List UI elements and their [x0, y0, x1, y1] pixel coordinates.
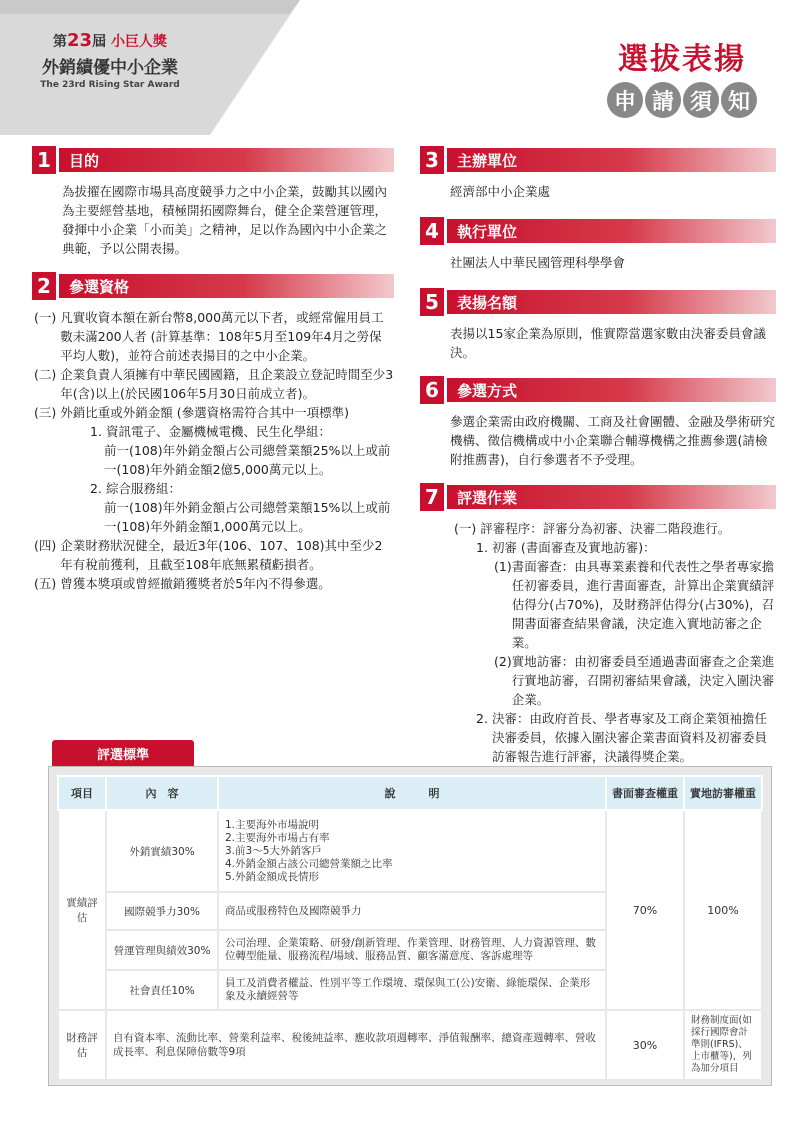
list-text: 曾獲本獎項或曾經撤銷獲獎者於5年內不得參選。: [60, 576, 331, 591]
list-text: 綜合服務組：: [105, 481, 181, 496]
section-method: [420, 376, 776, 469]
content-cell: 營運管理與績效30%: [106, 930, 218, 970]
section-title: 目的: [59, 148, 394, 172]
section-body: 社團法人中華民國管理科學學會: [450, 255, 626, 270]
content-cell: 國際競爭力30%: [106, 892, 218, 930]
section-organizer: [420, 146, 776, 201]
left-column: [32, 146, 394, 605]
list-marker: (五): [34, 576, 57, 591]
title-char: 須: [683, 82, 719, 118]
column-header: 項目: [58, 776, 106, 810]
list-item: [32, 403, 394, 422]
description-line: 3.前3～5大外銷客戶: [225, 844, 322, 857]
list-marker: 1.: [90, 424, 102, 439]
list-marker: 2.: [90, 481, 102, 496]
award-en-title: The 23rd Rising Star Award: [40, 80, 180, 90]
paper-weight-cell: 70%: [606, 810, 684, 1010]
content-cell: 社會責任10%: [106, 970, 218, 1010]
description-cell: 自有資本率、流動比率、營業利益率、稅後純益率、應收款項週轉率、淨值報酬率、總資產週轉率、營收成長率、利息保障倍數等9項: [106, 1010, 606, 1080]
table-row: [58, 1010, 762, 1080]
list-text: 前一(108)年外銷金額占公司總營業額25%以上或前一(108)年外銷金額2億5,000萬元以上。: [104, 443, 391, 477]
list-item: [32, 574, 394, 593]
table-header-row: [58, 776, 762, 810]
list-marker: (一): [454, 521, 477, 536]
award-edition: 第23屆 小巨人獎: [53, 30, 167, 51]
list-text: 凡實收資本額在新台幣8,000萬元以下者，或經常僱用員工數未滿200人者 (計算基準：108年5月至109年4月之勞保平均人數)，並符合前述表揚目的之中小企業。: [60, 310, 384, 363]
title-char: 申: [607, 82, 643, 118]
page-title-line1: 選拔表揚: [618, 42, 746, 77]
section-purpose: [32, 146, 394, 258]
section-title: 表揚名額: [447, 290, 776, 314]
section-number: 1: [32, 146, 56, 174]
description-cell: [218, 970, 606, 1010]
column-header: 說 明: [218, 776, 606, 810]
site-weight-cell: 財務制度面(如採行國際會計準則(IFRS)、上市櫃等)，列為加分項目: [684, 1010, 762, 1080]
section-eligibility: [32, 272, 394, 593]
site-weight-cell: 100%: [684, 810, 762, 1010]
list-text: 評審程序：評審分為初審、決審二階段進行。: [480, 521, 731, 536]
list-marker: (四): [34, 538, 57, 553]
list-marker: 2.: [476, 711, 488, 726]
award-name: 小巨人獎: [110, 34, 167, 50]
list-item: [32, 365, 394, 403]
description-line: 公司治理、企業策略、研發/創新管理、作業管理、財務管理、人力資源管理、數位轉型能量、服務流程/場域、服務品質、顧客滿意度、客訴處理等: [225, 937, 597, 962]
list-text: 企業負責人須擁有中華民國國籍，且企業設立登記時間至少3年(含)以上(於民國106年5月30日前成立者)。: [60, 367, 394, 401]
content-cell: 外銷實績30%: [106, 810, 218, 892]
list-marker: (二): [34, 367, 57, 382]
list-text: 書面審查：由具專業素養和代表性之學者專家擔任初審委員，進行書面審查，計算出企業實績評估得分(占70%)，及財務評估得分(占30%)，召開書面審查結果會議，決定進入實地訪審之企業。: [511, 559, 775, 650]
list-marker: (一): [34, 310, 57, 325]
section-quota: [420, 288, 776, 362]
description-cell: [218, 810, 606, 892]
sub-sub-item: [420, 557, 776, 652]
column-header: 內 容: [106, 776, 218, 810]
list-item: [32, 308, 394, 365]
section-title: 執行單位: [447, 219, 776, 243]
section-title: 主辦單位: [447, 148, 776, 172]
right-column: [420, 146, 776, 797]
description-line: 1.主要海外市場說明: [225, 818, 320, 831]
sub-item: [32, 422, 394, 441]
section-number: 3: [420, 146, 444, 174]
list-text: 實地訪審：由初審委員至通過書面審查之企業進行實地訪審，召開初審結果會議，決定入圍決審企業。: [511, 654, 775, 707]
award-logo: [20, 30, 200, 90]
column-header: 書面審查權重: [606, 776, 684, 810]
description-cell: [218, 892, 606, 930]
list-marker: 1.: [476, 540, 488, 555]
paper-weight-cell: 30%: [606, 1010, 684, 1080]
title-char: 請: [645, 82, 681, 118]
page-title: [598, 34, 766, 118]
section-body: 表揚以15家企業為原則，惟實際當選家數由決審委員會議決。: [450, 326, 766, 360]
table-row: [58, 810, 762, 892]
sub-item: [32, 479, 394, 498]
list-marker: (1): [494, 559, 512, 574]
sub-item: [420, 538, 776, 557]
section-number: 5: [420, 288, 444, 316]
section-number: 7: [420, 483, 444, 511]
sub-item: [420, 709, 776, 766]
section-body: 參選企業需由政府機關、工商及社會團體、金融及學術研究機構、徵信機構或中小企業聯合輔導機構之推薦參選(請檢附推薦書)，自行參選者不予受理。: [450, 414, 776, 467]
list-item: [32, 536, 394, 574]
section-body: 經濟部中小企業處: [450, 184, 551, 199]
title-char: 知: [721, 82, 757, 118]
award-title: 外銷績優中小企業: [42, 58, 178, 78]
description-line: 5.外銷金額成長情形: [225, 870, 320, 883]
description-line: 商品或服務特色及國際競爭力: [225, 904, 362, 917]
section-title: 參選資格: [59, 274, 394, 298]
list-text: 初審 (書面審查及實地訪審)：: [491, 540, 656, 555]
criteria-table: [57, 775, 763, 1081]
sub-item-body: [32, 498, 394, 536]
list-text: 資訊電子、金屬機械電機、民生化學組：: [105, 424, 331, 439]
section-number: 4: [420, 217, 444, 245]
list-marker: (2): [494, 654, 512, 669]
description-line: 2.主要海外市場占有率: [225, 831, 330, 844]
section-number: 6: [420, 376, 444, 404]
section-title: 參選方式: [447, 378, 776, 402]
description-line: 員工及消費者權益、性別平等工作環境、環保與工(公)安衛、綠能環保、企業形象及永續經營等: [225, 977, 591, 1002]
section-evaluation: [420, 483, 776, 785]
description-cell: [218, 930, 606, 970]
list-text: 企業財務狀況健全，最近3年(106、107、108)其中至少2年有稅前獲利，且截至108年底無累積虧損者。: [60, 538, 383, 572]
list-text: 外銷比重或外銷金額 (參選資格需符合其中一項標準): [60, 405, 349, 420]
list-text: 決審：由政府首長、學者專家及工商企業領袖擔任決審委員，依據入圍決審企業書面資料及初審委員訪審報告進行評審，決議得獎企業。: [491, 711, 767, 764]
column-header: 實地訪審權重: [684, 776, 762, 810]
list-marker: (三): [34, 405, 57, 420]
section-body: 為拔擢在國際市場具高度競爭力之中小企業，鼓勵其以國內為主要經營基地，積極開拓國際舞台，健全企業營運管理，發揮中小企業「小而美」之精神，足以作為國內中小企業之典範，予以公開表揚。: [62, 184, 388, 256]
criteria-tab: 評選標準: [52, 740, 194, 766]
description-line: 4.外銷金額占該公司總營業額之比率: [225, 857, 393, 870]
section-executor: [420, 217, 776, 272]
section-number: 2: [32, 272, 56, 300]
section-title: 評選作業: [447, 485, 776, 509]
list-item: [420, 519, 776, 538]
sub-sub-item: [420, 652, 776, 709]
list-text: 前一(108)年外銷金額占公司總營業額15%以上或前一(108)年外銷金額1,000萬元以上。: [104, 500, 391, 534]
category-cell: 財務評估: [58, 1010, 106, 1080]
page-title-line2: [598, 82, 766, 118]
criteria-table-panel: [48, 766, 772, 1086]
sub-item-body: [32, 441, 394, 479]
category-cell: 實績評估: [58, 810, 106, 1010]
